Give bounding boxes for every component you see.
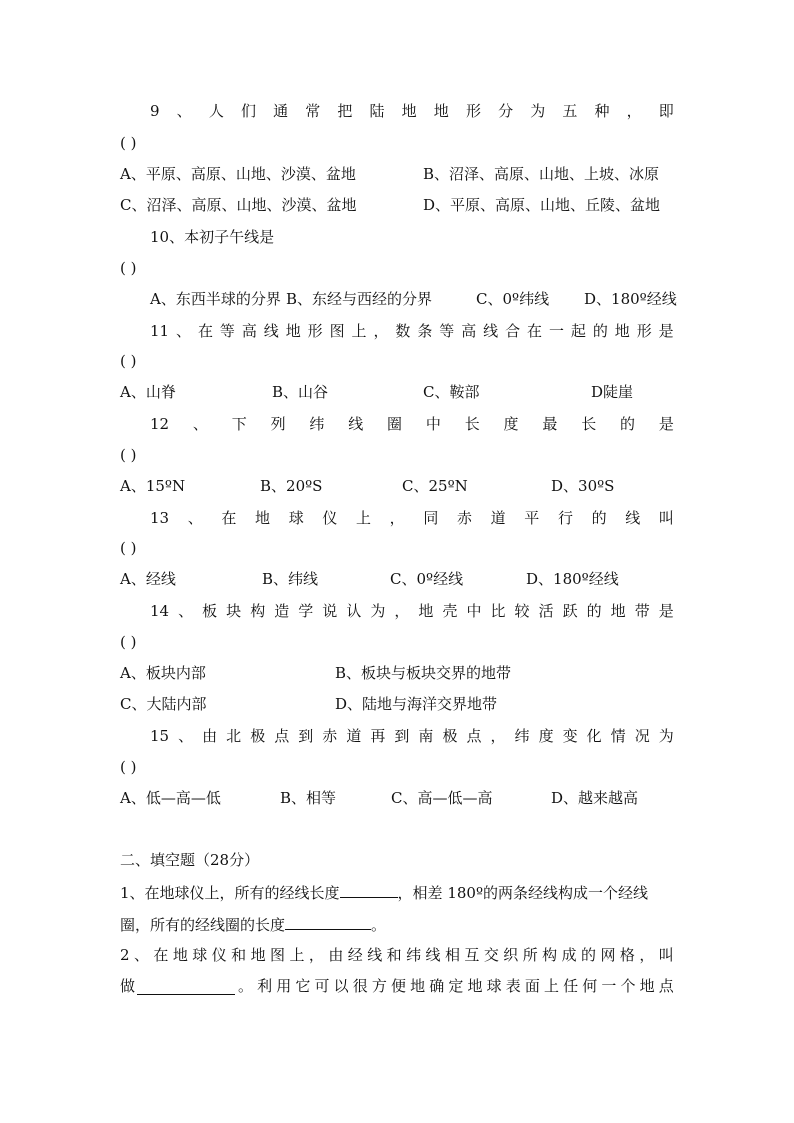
fill2-line2-char: 确 xyxy=(429,977,445,995)
q9-stem-char: 为 xyxy=(530,102,546,120)
q14-stem-char: 活 xyxy=(538,602,554,620)
q14-stem-char: 地 xyxy=(610,602,626,620)
q13-stem-char: 球 xyxy=(288,509,304,527)
q14-stem-char: 壳 xyxy=(442,602,458,620)
q11-stem-char: 高 xyxy=(461,322,477,340)
q15-options xyxy=(120,787,674,809)
q13-stem-char: 的 xyxy=(591,509,607,527)
q13-option-b: B、纬线 xyxy=(262,570,319,588)
q9-stem-char: 常 xyxy=(305,102,321,120)
q13-stem-char: 同 xyxy=(423,509,439,527)
q9-option-a: A、平原、高原、山地、沙漠、盆地 xyxy=(120,165,356,183)
fill2-line2-char: 个 xyxy=(620,977,636,995)
fill2-line1-char: 在 xyxy=(153,946,169,964)
q15-stem-char: 由 xyxy=(202,727,218,745)
q11-stem-char: 线 xyxy=(483,322,499,340)
fill2-line1-char: 线 xyxy=(425,946,441,964)
q11-answer-paren: ( ) xyxy=(120,352,137,370)
q12-stem-char: 圈 xyxy=(387,415,403,433)
q14-stem-char: 为 xyxy=(370,602,386,620)
q13-stem-char: ， xyxy=(389,509,405,527)
q9-stem-char: 陆 xyxy=(369,102,385,120)
fill2-line2-char: 地 xyxy=(639,977,655,995)
q9-stem-char: 地 xyxy=(433,102,449,120)
fill2-line2-char: 利 xyxy=(257,977,273,995)
q9-answer-paren: ( ) xyxy=(120,134,137,152)
fill2-line2-char: 何 xyxy=(582,977,598,995)
q14-options-row1 xyxy=(120,662,674,684)
q15-option-a: A、低—高—低 xyxy=(120,789,221,807)
q14-options-row2 xyxy=(120,693,674,715)
q9-stem-char: 形 xyxy=(465,102,481,120)
q12-stem xyxy=(150,413,674,435)
q14-stem-char: 造 xyxy=(274,602,290,620)
q12-option-a: A、15ºN xyxy=(120,477,186,495)
q10-option-c: C、0º纬线 xyxy=(476,290,550,308)
q12-stem-char: 、 xyxy=(192,415,208,433)
q14-stem-char: 的 xyxy=(586,602,602,620)
q11-stem-char: 一 xyxy=(548,322,564,340)
q9-stem-char: 种 xyxy=(594,102,610,120)
q15-stem-char: 况 xyxy=(634,727,650,745)
q10-option-d: D、180º经线 xyxy=(584,290,677,308)
fill1-blank2[interactable] xyxy=(285,913,371,930)
q14-stem-char: 较 xyxy=(514,602,530,620)
fill2-line1-char: 织 xyxy=(503,946,519,964)
fill2-line1-char: 所 xyxy=(522,946,538,964)
q13-stem-char: 平 xyxy=(524,509,540,527)
fill1-line1 xyxy=(120,881,674,903)
q9-stem-char: 地 xyxy=(401,102,417,120)
q12-option-b: B、20ºS xyxy=(260,477,323,495)
q10-options xyxy=(150,288,677,310)
q11-stem-char: 图 xyxy=(329,322,345,340)
fill1-text-a: 1、在地球仪上，所有的经线长度 xyxy=(120,884,340,902)
q12-stem-char: 度 xyxy=(503,415,519,433)
q13-option-c: C、0º经线 xyxy=(390,570,464,588)
q10-option-b: B、东经与西经的分界 xyxy=(286,290,433,308)
q15-stem-char: ， xyxy=(490,727,506,745)
fill2-line2-char: 便 xyxy=(391,977,407,995)
fill1-text-b: ，相差 180º的两条经线构成一个经线 xyxy=(397,884,649,902)
q14-stem-char: 、 xyxy=(178,602,194,620)
q11-stem-char: 在 xyxy=(197,322,213,340)
q12-option-d: D、30ºS xyxy=(551,477,615,495)
fill2-line2-char: 很 xyxy=(352,977,368,995)
q14-stem-char: 比 xyxy=(490,602,506,620)
q15-stem-char: 纬 xyxy=(514,727,530,745)
fill2-blank1[interactable] xyxy=(137,978,235,995)
fill2-line1-char: 地 xyxy=(172,946,188,964)
q12-stem-char: 中 xyxy=(425,415,441,433)
fill2-line1-char: 叫 xyxy=(658,946,674,964)
q12-stem-char: 长 xyxy=(581,415,597,433)
q13-stem-char: 地 xyxy=(255,509,271,527)
q11-stem-char: 形 xyxy=(307,322,323,340)
q11-options xyxy=(120,381,674,403)
q14-stem-char: 板 xyxy=(202,602,218,620)
fill2-line2-char: 它 xyxy=(295,977,311,995)
q13-stem-char: 在 xyxy=(221,509,237,527)
fill2-line1-char: 构 xyxy=(542,946,558,964)
q11-option-a: A、山脊 xyxy=(120,383,176,401)
q11-stem-char: 11 xyxy=(150,322,170,340)
q15-stem-char: 为 xyxy=(658,727,674,745)
q11-stem-char: ， xyxy=(373,322,389,340)
fill2-line1-char: ， xyxy=(639,946,655,964)
q13-stem-char: 叫 xyxy=(658,509,674,527)
q9-options-row2 xyxy=(120,194,674,216)
q11-stem-char: 等 xyxy=(439,322,455,340)
q14-stem-char: 跃 xyxy=(562,602,578,620)
q11-stem-char: 线 xyxy=(263,322,279,340)
q9-stem-char: ， xyxy=(626,102,642,120)
fill2-line2-char: 以 xyxy=(333,977,349,995)
q14-stem-char: 说 xyxy=(322,602,338,620)
q14-option-c: C、大陆内部 xyxy=(120,695,207,713)
q9-stem-char: 五 xyxy=(562,102,578,120)
q11-stem-char: 地 xyxy=(285,322,301,340)
q15-stem-char: 点 xyxy=(274,727,290,745)
fill2-line2-char: 地 xyxy=(467,977,483,995)
q14-stem-char: 认 xyxy=(346,602,362,620)
q11-stem-char: 、 xyxy=(176,322,192,340)
fill2-line1-char: 经 xyxy=(347,946,363,964)
q14-stem-char: 带 xyxy=(634,602,650,620)
q14-option-a: A、板块内部 xyxy=(120,664,206,682)
q11-stem-char: 是 xyxy=(658,322,674,340)
q9-stem-char: 分 xyxy=(498,102,514,120)
q13-stem-char: 、 xyxy=(187,509,203,527)
fill2-line1-char: 网 xyxy=(600,946,616,964)
q15-stem-char: 15 xyxy=(150,727,170,745)
fill1-text-c: 圈，所有的经线圈的长度 xyxy=(120,916,286,934)
fill2-line2-char: 方 xyxy=(371,977,387,995)
q11-stem-char: 上 xyxy=(351,322,367,340)
q10-stem: 10、本初子午线是 xyxy=(150,228,275,246)
q11-option-d: D陡崖 xyxy=(591,383,634,401)
q9-stem-char: 们 xyxy=(240,102,256,120)
q15-stem-char: 化 xyxy=(586,727,602,745)
fill2-line1-char: 相 xyxy=(444,946,460,964)
fill2-text-b xyxy=(238,975,674,997)
q11-stem-char: 高 xyxy=(241,322,257,340)
q15-stem-char: 点 xyxy=(466,727,482,745)
q12-options xyxy=(120,475,674,497)
fill2-line2-char: 任 xyxy=(563,977,579,995)
q13-stem-char: 道 xyxy=(490,509,506,527)
q10-answer-paren: ( ) xyxy=(120,259,137,277)
q10-option-a: A、东西半球的分界 xyxy=(150,290,281,308)
q9-stem-char: 把 xyxy=(337,102,353,120)
fill2-line2-char: 球 xyxy=(486,977,502,995)
fill2-line2-char: 表 xyxy=(505,977,521,995)
q14-option-d: D、陆地与海洋交界地带 xyxy=(335,695,498,713)
q13-stem xyxy=(150,507,674,529)
q9-stem-char: 9 xyxy=(150,102,160,120)
q14-stem-char: 14 xyxy=(150,602,170,620)
q15-stem-char: 到 xyxy=(394,727,410,745)
fill2-line1-char: 格 xyxy=(619,946,635,964)
q14-stem-char: 地 xyxy=(418,602,434,620)
q12-stem-char: 的 xyxy=(620,415,636,433)
q13-stem-char: 行 xyxy=(557,509,573,527)
q15-stem-char: 变 xyxy=(562,727,578,745)
q15-stem-char: 极 xyxy=(250,727,266,745)
q11-stem-char: 的 xyxy=(592,322,608,340)
fill2-line2-char: 可 xyxy=(314,977,330,995)
q14-stem-char: ， xyxy=(394,602,410,620)
q9-stem xyxy=(150,100,674,122)
q11-stem-char: 合 xyxy=(505,322,521,340)
q15-stem-char: 度 xyxy=(538,727,554,745)
fill2-line1-char: 仪 xyxy=(211,946,227,964)
q9-option-b: B、沼泽、高原、山地、上坡、冰原 xyxy=(423,165,660,183)
q9-stem-char: 人 xyxy=(208,102,224,120)
q11-stem-char: 等 xyxy=(219,322,235,340)
q11-stem xyxy=(150,320,674,342)
q13-stem-char: 线 xyxy=(625,509,641,527)
fill1-line2 xyxy=(120,913,674,935)
fill2-line1 xyxy=(120,944,674,966)
fill2-line1-char: 的 xyxy=(581,946,597,964)
q9-option-c: C、沼泽、高原、山地、沙漠、盆地 xyxy=(120,196,357,214)
fill2-line1-char: 图 xyxy=(270,946,286,964)
q11-option-c: C、鞍部 xyxy=(423,383,480,401)
q15-stem-char: 、 xyxy=(178,727,194,745)
q14-stem-char: 块 xyxy=(226,602,242,620)
q14-option-b: B、板块与板块交界的地带 xyxy=(335,664,512,682)
q14-stem-char: 中 xyxy=(466,602,482,620)
fill2-line2-char: 用 xyxy=(276,977,292,995)
fill2-line2 xyxy=(120,975,674,997)
q15-option-c: C、高—低—高 xyxy=(391,789,493,807)
q11-stem-char: 条 xyxy=(417,322,433,340)
fill2-line1-char: 球 xyxy=(192,946,208,964)
q15-stem-char: 南 xyxy=(418,727,434,745)
q15-option-d: D、越来越高 xyxy=(551,789,639,807)
fill2-line1-char: 互 xyxy=(464,946,480,964)
fill2-line2-char: 定 xyxy=(448,977,464,995)
fill2-line1-char: 和 xyxy=(231,946,247,964)
fill2-line1-char: 上 xyxy=(289,946,305,964)
fill2-line1-char: 2 xyxy=(120,946,130,964)
q14-stem xyxy=(150,600,674,622)
fill2-line1-char: ， xyxy=(308,946,324,964)
q11-stem-char: 在 xyxy=(527,322,543,340)
q13-stem-char: 赤 xyxy=(456,509,472,527)
q12-stem-char: 最 xyxy=(542,415,558,433)
q14-stem-char: 构 xyxy=(250,602,266,620)
q15-stem-char: 情 xyxy=(610,727,626,745)
q12-stem-char: 纬 xyxy=(309,415,325,433)
q14-stem-char: 是 xyxy=(658,602,674,620)
fill2-line1-char: 交 xyxy=(483,946,499,964)
fill2-line1-char: 线 xyxy=(367,946,383,964)
fill2-line1-char: 、 xyxy=(133,946,149,964)
q14-answer-paren: ( ) xyxy=(120,633,137,651)
section2-title: 二、填空题（28分） xyxy=(120,851,260,869)
fill2-line1-char: 成 xyxy=(561,946,577,964)
q13-stem-char: 13 xyxy=(150,509,170,527)
q13-option-d: D、180º经线 xyxy=(526,570,619,588)
fill2-line2-char: 地 xyxy=(410,977,426,995)
q13-stem-char: 上 xyxy=(356,509,372,527)
q12-stem-char: 线 xyxy=(348,415,364,433)
fill2-line1-char: 由 xyxy=(328,946,344,964)
q15-option-b: B、相等 xyxy=(280,789,337,807)
fill1-blank1[interactable] xyxy=(340,881,398,898)
q15-stem-char: 道 xyxy=(346,727,362,745)
q12-stem-char: 下 xyxy=(231,415,247,433)
q13-answer-paren: ( ) xyxy=(120,539,137,557)
fill2-line2-char: 点 xyxy=(658,977,674,995)
q12-stem-char: 列 xyxy=(270,415,286,433)
q12-stem-char: 是 xyxy=(658,415,674,433)
q11-stem-char: 起 xyxy=(570,322,586,340)
fill2-line1-char: 纬 xyxy=(406,946,422,964)
q12-option-c: C、25ºN xyxy=(402,477,468,495)
fill2-line2-char: 面 xyxy=(524,977,540,995)
fill2-text-a: 做 xyxy=(120,977,136,995)
q15-stem-char: 北 xyxy=(226,727,242,745)
q11-option-b: B、山谷 xyxy=(272,383,329,401)
q11-stem-char: 形 xyxy=(636,322,652,340)
fill2-line1-char: 地 xyxy=(250,946,266,964)
q9-stem-char: 即 xyxy=(658,102,674,120)
q9-options-row1 xyxy=(120,163,674,185)
q15-answer-paren: ( ) xyxy=(120,758,137,776)
q15-stem-char: 极 xyxy=(442,727,458,745)
q15-stem-char: 到 xyxy=(298,727,314,745)
q13-stem-char: 仪 xyxy=(322,509,338,527)
q11-stem-char: 数 xyxy=(395,322,411,340)
q15-stem-char: 再 xyxy=(370,727,386,745)
fill2-line1-char: 和 xyxy=(386,946,402,964)
q14-stem-char: 学 xyxy=(298,602,314,620)
q15-stem xyxy=(150,725,674,747)
q15-stem-char: 赤 xyxy=(322,727,338,745)
fill2-line2-char: 。 xyxy=(238,977,254,995)
q12-stem-char: 长 xyxy=(464,415,480,433)
q13-option-a: A、经线 xyxy=(120,570,176,588)
q13-options xyxy=(120,568,674,590)
fill2-line2-char: 一 xyxy=(601,977,617,995)
q12-stem-char: 12 xyxy=(150,415,170,433)
q9-stem-char: 、 xyxy=(176,102,192,120)
q9-option-d: D、平原、高原、山地、丘陵、盆地 xyxy=(423,196,661,214)
q11-stem-char: 地 xyxy=(614,322,630,340)
fill1-text-d: 。 xyxy=(371,916,387,934)
fill2-line2-char: 上 xyxy=(544,977,560,995)
q12-answer-paren: ( ) xyxy=(120,446,137,464)
q9-stem-char: 通 xyxy=(273,102,289,120)
